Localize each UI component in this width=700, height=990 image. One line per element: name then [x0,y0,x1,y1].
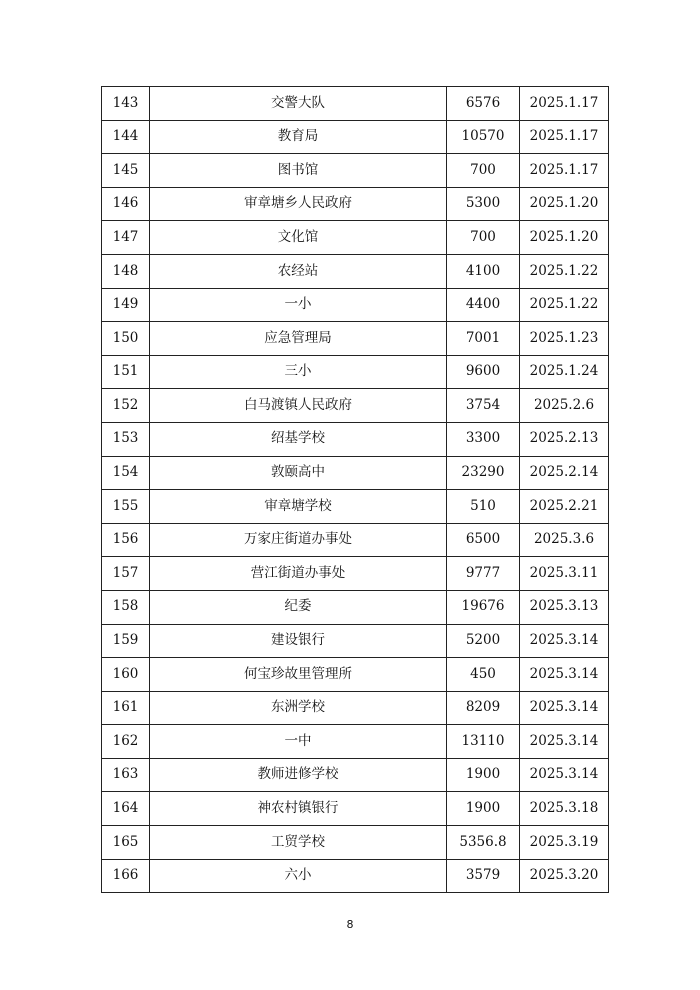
row-number-cell: 155 [102,490,150,524]
amount-cell: 10570 [447,120,520,154]
amount-cell: 8209 [447,691,520,725]
table-row [102,355,609,389]
row-number-cell: 145 [102,154,150,188]
amount-cell: 1900 [447,758,520,792]
row-number-cell: 165 [102,826,150,860]
date-cell: 2025.1.17 [520,154,609,188]
unit-name-cell: 文化馆 [150,221,447,255]
unit-name-cell: 神农村镇银行 [150,792,447,826]
unit-name-cell: 工贸学校 [150,826,447,860]
unit-name-cell: 六小 [150,859,447,893]
amount-cell: 23290 [447,456,520,490]
table-row [102,221,609,255]
row-number-cell: 151 [102,355,150,389]
row-number-cell: 157 [102,557,150,591]
amount-cell: 700 [447,221,520,255]
amount-cell: 5356.8 [447,826,520,860]
amount-cell: 5200 [447,624,520,658]
table-row [102,826,609,860]
amount-cell: 19676 [447,590,520,624]
table-row [102,859,609,893]
date-cell: 2025.1.24 [520,355,609,389]
date-cell: 2025.3.14 [520,691,609,725]
table-row [102,187,609,221]
amount-cell: 450 [447,658,520,692]
unit-name-cell: 农经站 [150,254,447,288]
date-cell: 2025.3.13 [520,590,609,624]
row-number-cell: 163 [102,758,150,792]
unit-name-cell: 一中 [150,725,447,759]
row-number-cell: 148 [102,254,150,288]
table-row [102,120,609,154]
table-row [102,254,609,288]
date-cell: 2025.3.18 [520,792,609,826]
unit-name-cell: 白马渡镇人民政府 [150,389,447,423]
amount-cell: 9777 [447,557,520,591]
unit-name-cell: 一小 [150,288,447,322]
table-row [102,456,609,490]
amount-cell: 3579 [447,859,520,893]
unit-name-cell: 纪委 [150,590,447,624]
row-number-cell: 159 [102,624,150,658]
amount-cell: 4400 [447,288,520,322]
amount-cell: 1900 [447,792,520,826]
row-number-cell: 160 [102,658,150,692]
unit-name-cell: 何宝珍故里管理所 [150,658,447,692]
unit-name-cell: 三小 [150,355,447,389]
table-row [102,154,609,188]
page-number: 8 [346,918,354,931]
date-cell: 2025.3.19 [520,826,609,860]
table-row [102,624,609,658]
date-cell: 2025.1.17 [520,120,609,154]
row-number-cell: 166 [102,859,150,893]
amount-cell: 3300 [447,422,520,456]
unit-name-cell: 万家庄街道办事处 [150,523,447,557]
unit-name-cell: 交警大队 [150,87,447,121]
table-row [102,523,609,557]
amount-cell: 4100 [447,254,520,288]
row-number-cell: 153 [102,422,150,456]
amount-cell: 3754 [447,389,520,423]
date-cell: 2025.1.23 [520,322,609,356]
row-number-cell: 144 [102,120,150,154]
amount-cell: 510 [447,490,520,524]
date-cell: 2025.3.14 [520,758,609,792]
table-row [102,658,609,692]
date-cell: 2025.2.6 [520,389,609,423]
date-cell: 2025.3.14 [520,725,609,759]
table-row [102,557,609,591]
date-cell: 2025.1.22 [520,288,609,322]
row-number-cell: 162 [102,725,150,759]
date-cell: 2025.3.14 [520,658,609,692]
row-number-cell: 146 [102,187,150,221]
date-cell: 2025.1.22 [520,254,609,288]
table-row [102,490,609,524]
unit-name-cell: 图书馆 [150,154,447,188]
date-cell: 2025.2.21 [520,490,609,524]
row-number-cell: 147 [102,221,150,255]
row-number-cell: 143 [102,87,150,121]
amount-cell: 13110 [447,725,520,759]
table-row [102,87,609,121]
date-cell: 2025.3.20 [520,859,609,893]
table-row [102,590,609,624]
unit-name-cell: 教育局 [150,120,447,154]
unit-name-cell: 绍基学校 [150,422,447,456]
date-cell: 2025.2.13 [520,422,609,456]
amount-cell: 6500 [447,523,520,557]
row-number-cell: 156 [102,523,150,557]
amount-cell: 5300 [447,187,520,221]
row-number-cell: 154 [102,456,150,490]
unit-name-cell: 东洲学校 [150,691,447,725]
amount-cell: 700 [447,154,520,188]
unit-name-cell: 建设银行 [150,624,447,658]
unit-name-cell: 审章塘学校 [150,490,447,524]
row-number-cell: 152 [102,389,150,423]
table-row [102,389,609,423]
date-cell: 2025.2.14 [520,456,609,490]
row-number-cell: 150 [102,322,150,356]
unit-name-cell: 教师进修学校 [150,758,447,792]
table-row [102,422,609,456]
unit-name-cell: 敦颐高中 [150,456,447,490]
date-cell: 2025.3.14 [520,624,609,658]
table-row [102,792,609,826]
table-row [102,288,609,322]
row-number-cell: 164 [102,792,150,826]
table-row [102,758,609,792]
unit-name-cell: 应急管理局 [150,322,447,356]
date-cell: 2025.1.17 [520,87,609,121]
amount-cell: 7001 [447,322,520,356]
unit-name-cell: 营江街道办事处 [150,557,447,591]
unit-name-cell: 审章塘乡人民政府 [150,187,447,221]
date-cell: 2025.1.20 [520,221,609,255]
table-row [102,691,609,725]
amount-cell: 6576 [447,87,520,121]
date-cell: 2025.1.20 [520,187,609,221]
row-number-cell: 158 [102,590,150,624]
amount-cell: 9600 [447,355,520,389]
table-row [102,322,609,356]
table-row [102,725,609,759]
row-number-cell: 149 [102,288,150,322]
donation-table [101,86,609,893]
row-number-cell: 161 [102,691,150,725]
date-cell: 2025.3.11 [520,557,609,591]
date-cell: 2025.3.6 [520,523,609,557]
